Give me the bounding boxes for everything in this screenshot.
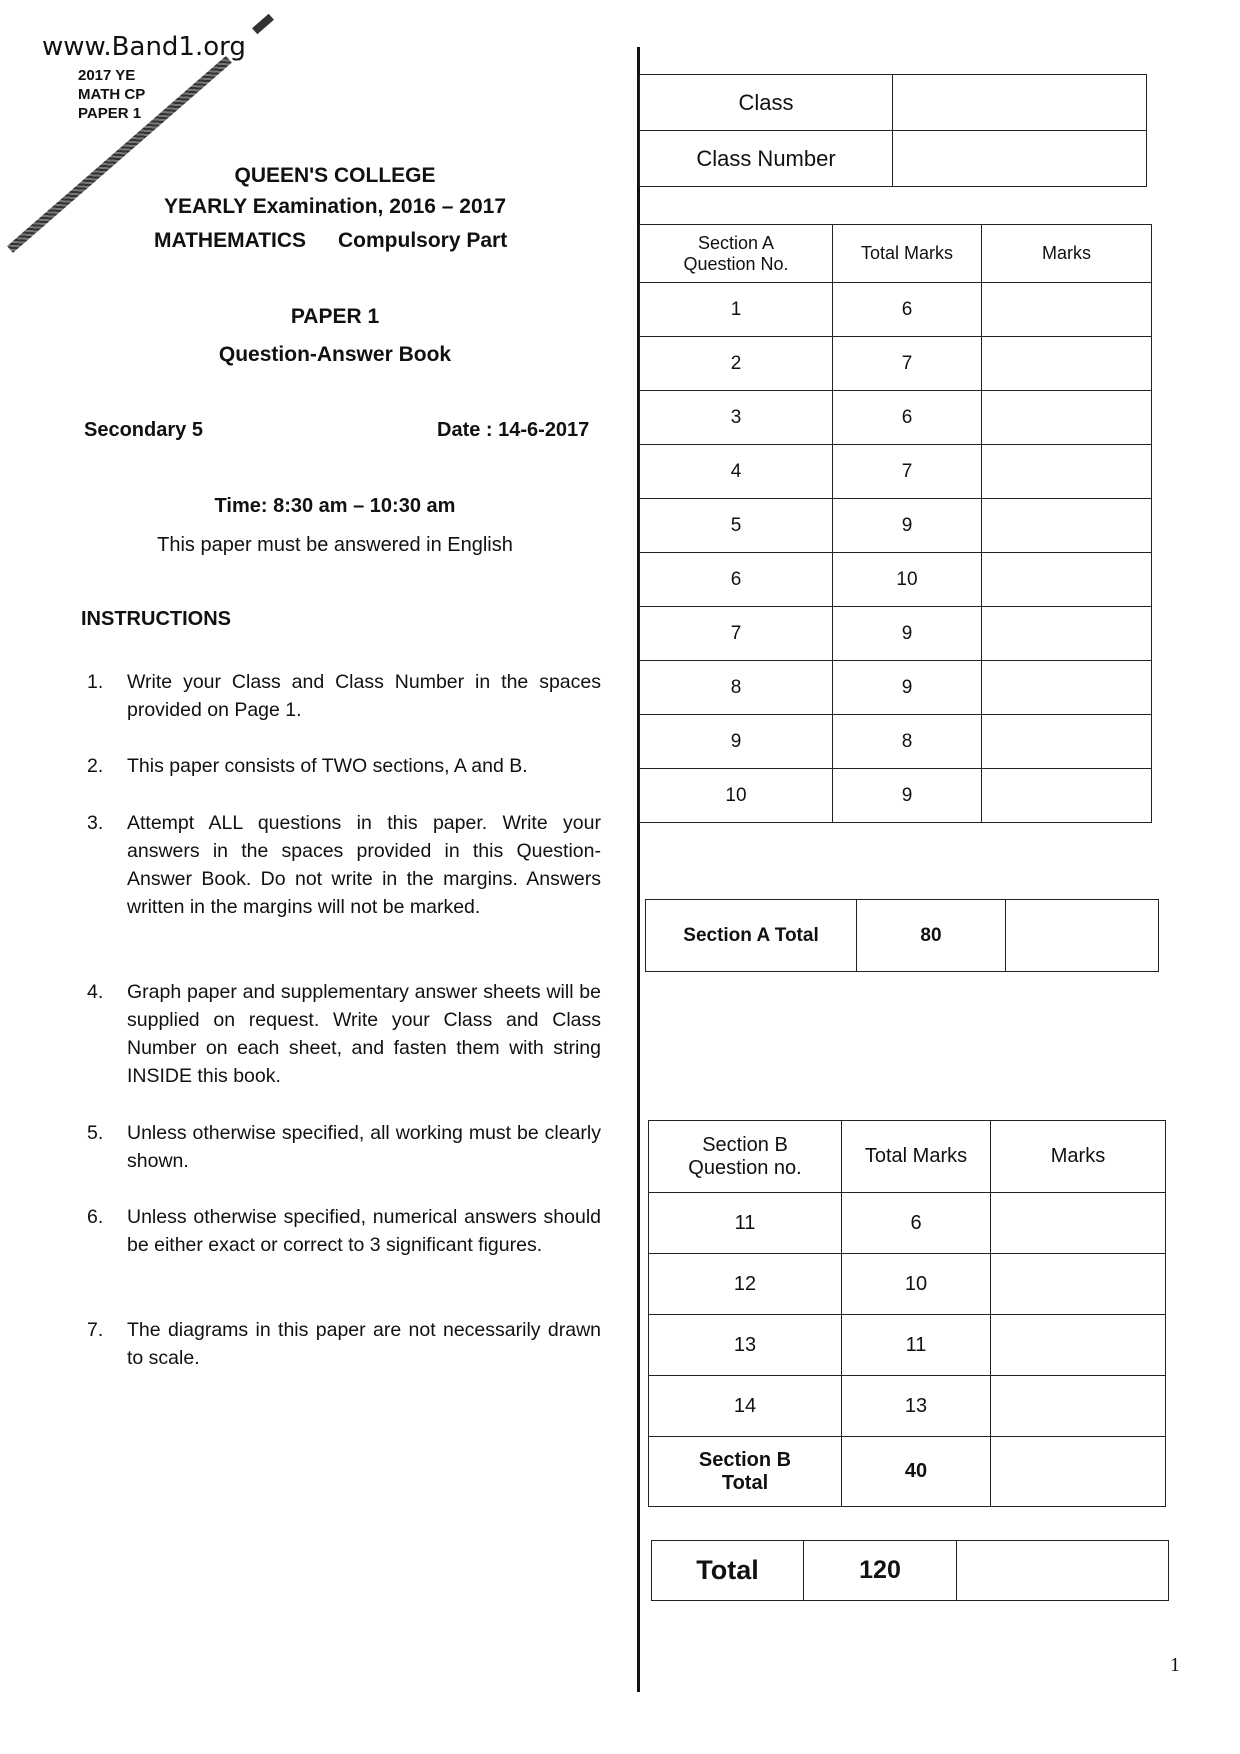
item-number: 5.: [87, 1122, 104, 1144]
marks-field[interactable]: [982, 715, 1152, 769]
section-a-marks-field[interactable]: [1006, 900, 1159, 972]
table-row: [649, 1315, 1166, 1376]
paper-code: [78, 66, 145, 123]
question-number: 1: [640, 283, 833, 337]
instruction-item: [81, 668, 601, 724]
marks-field[interactable]: [991, 1376, 1166, 1437]
marks-field[interactable]: [982, 607, 1152, 661]
table-row: [649, 1254, 1166, 1315]
question-number: 10: [640, 769, 833, 823]
question-number: 8: [640, 661, 833, 715]
header-question: Section B Question no.: [649, 1121, 842, 1193]
item-number: 6.: [87, 1206, 104, 1228]
instruction-item: [81, 1119, 601, 1175]
code-line: PAPER 1: [78, 105, 142, 122]
marks-field[interactable]: [982, 661, 1152, 715]
total-marks: 9: [833, 607, 982, 661]
question-number: 2: [640, 337, 833, 391]
class-number-field[interactable]: [893, 131, 1147, 187]
item-number: 1.: [87, 671, 104, 693]
total-marks: 9: [833, 769, 982, 823]
total-marks: 6: [833, 391, 982, 445]
instruction-item: [81, 1316, 601, 1372]
question-number: 12: [649, 1254, 842, 1315]
book-title: Question-Answer Book: [218, 343, 452, 366]
item-text: Write your Class and Class Number in the spaces provided on Page 1.: [127, 671, 601, 721]
total-marks: 13: [842, 1376, 991, 1437]
instruction-item: [81, 809, 601, 921]
header-marks: Marks: [982, 225, 1152, 283]
section-a-table: [639, 224, 1152, 823]
total-marks: 11: [842, 1315, 991, 1376]
code-line: 2017 YE: [78, 67, 136, 84]
marks-field[interactable]: [982, 391, 1152, 445]
item-number: 2.: [87, 755, 104, 777]
item-text: The diagrams in this paper are not necessarily drawn to scale.: [127, 1319, 601, 1369]
question-number: 6: [640, 553, 833, 607]
section-a-total-label: Section A Total: [646, 900, 857, 972]
watermark: www.Band1.org: [42, 32, 246, 62]
instruction-item: [81, 752, 601, 780]
question-number: 11: [649, 1193, 842, 1254]
school-name: QUEEN'S COLLEGE: [234, 164, 436, 187]
class-field[interactable]: [893, 75, 1147, 131]
class-label: Class: [640, 75, 893, 131]
instruction-item: [81, 1203, 601, 1259]
item-number: 7.: [87, 1319, 104, 1341]
marks-field[interactable]: [982, 445, 1152, 499]
table-row: [640, 499, 1152, 553]
exam-date: Date : 14-6-2017: [437, 419, 590, 441]
total-marks: 9: [833, 499, 982, 553]
item-text: Graph paper and supplementary answer sheets will be supplied on request. Write your Class and Class Number on each sheet, and fasten them with string INSIDE this book.: [127, 981, 601, 1087]
marks-field[interactable]: [982, 499, 1152, 553]
paper: PAPER 1: [290, 305, 380, 328]
total-marks: 9: [833, 661, 982, 715]
total-marks: 6: [833, 283, 982, 337]
class-number-label: Class Number: [640, 131, 893, 187]
table-row: [640, 715, 1152, 769]
section-total-value: 40: [842, 1437, 991, 1507]
question-number: 4: [640, 445, 833, 499]
code-line: MATH CP: [78, 86, 146, 103]
item-text: This paper consists of TWO sections, A and B.: [127, 755, 528, 777]
grand-total-marks-field[interactable]: [957, 1541, 1169, 1601]
section-a-total-table: [645, 899, 1159, 972]
table-row: [640, 391, 1152, 445]
table-row: [640, 283, 1152, 337]
question-number: 13: [649, 1315, 842, 1376]
table-row: [640, 337, 1152, 391]
grand-total-table: [651, 1540, 1169, 1601]
table-row: [640, 553, 1152, 607]
marks-field[interactable]: [982, 553, 1152, 607]
item-text: Unless otherwise specified, all working must be clearly shown.: [127, 1122, 601, 1172]
total-marks: 10: [833, 553, 982, 607]
instruction-item: [81, 978, 601, 1090]
grand-total-value: 120: [804, 1541, 957, 1601]
subject: MATHEMATICS: [154, 229, 307, 252]
marks-field[interactable]: [982, 283, 1152, 337]
question-number: 3: [640, 391, 833, 445]
table-row-total: [649, 1437, 1166, 1507]
grand-total-label: Total: [652, 1541, 804, 1601]
question-number: 14: [649, 1376, 842, 1437]
marks-field[interactable]: [991, 1193, 1166, 1254]
item-text: Unless otherwise specified, numerical answers should be either exact or correct to 3 significant figures.: [127, 1206, 601, 1256]
section-b-table: [648, 1120, 1166, 1507]
exam-title: YEARLY Examination, 2016 – 2017: [163, 195, 507, 218]
table-row: [640, 607, 1152, 661]
class-table: [639, 74, 1147, 187]
level: Secondary 5: [84, 419, 203, 441]
question-number: 5: [640, 499, 833, 553]
question-number: 7: [640, 607, 833, 661]
marks-field[interactable]: [982, 337, 1152, 391]
total-marks: 7: [833, 337, 982, 391]
section-total-label: Section B Total: [649, 1437, 842, 1507]
total-marks: 10: [842, 1254, 991, 1315]
header-total-marks: Total Marks: [842, 1121, 991, 1193]
table-row: [640, 661, 1152, 715]
diagonal-stroke: [252, 14, 274, 34]
header-question: Section A Question No.: [640, 225, 833, 283]
marks-field[interactable]: [991, 1315, 1166, 1376]
exam-time: Time: 8:30 am – 10:30 am: [214, 495, 456, 517]
table-row: [649, 1193, 1166, 1254]
total-marks: 7: [833, 445, 982, 499]
question-number: 9: [640, 715, 833, 769]
marks-field[interactable]: [982, 769, 1152, 823]
total-marks: 6: [842, 1193, 991, 1254]
section-a-total-value: 80: [857, 900, 1006, 972]
part: Compulsory Part: [338, 229, 508, 252]
instructions-heading: INSTRUCTIONS: [81, 608, 231, 630]
page-number: 1: [1170, 1654, 1180, 1676]
table-row: [649, 1376, 1166, 1437]
header-total-marks: Total Marks: [833, 225, 982, 283]
marks-field[interactable]: [991, 1254, 1166, 1315]
item-number: 3.: [87, 812, 104, 834]
item-number: 4.: [87, 981, 104, 1003]
item-text: Attempt ALL questions in this paper. Write your answers in the spaces provided in this Question-Answer Book. Do not write in the margins. Answers written in the margins will not be marked.: [127, 812, 601, 918]
header-marks: Marks: [991, 1121, 1166, 1193]
language-note: This paper must be answered in English: [157, 534, 513, 556]
table-row: [640, 769, 1152, 823]
section-marks-field[interactable]: [991, 1437, 1166, 1507]
table-row: [640, 445, 1152, 499]
total-marks: 8: [833, 715, 982, 769]
